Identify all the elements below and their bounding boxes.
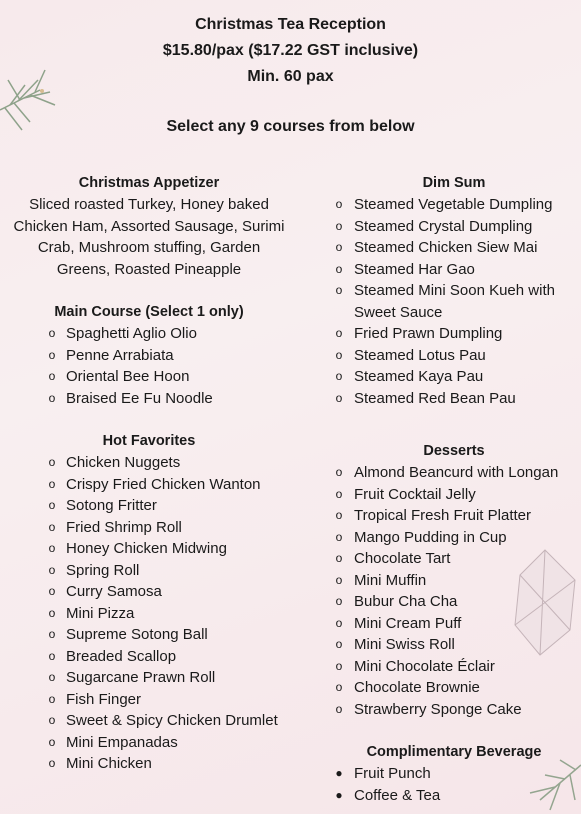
list-item: o Mini Empanadas bbox=[4, 732, 294, 754]
list-item: o Strawberry Sponge Cake bbox=[327, 699, 581, 721]
list-item: ● Fruit Punch bbox=[327, 763, 581, 785]
desserts-list bbox=[327, 462, 581, 720]
hollow-bullet-icon: o bbox=[335, 465, 343, 479]
hollow-bullet-icon: o bbox=[335, 326, 343, 340]
solid-bullet-icon: ● bbox=[335, 766, 343, 780]
list-item: o Mango Pudding in Cup bbox=[327, 527, 581, 549]
appetizer-line: Greens, Roasted Pineapple bbox=[56, 260, 242, 278]
appetizer-description bbox=[4, 194, 294, 280]
hollow-bullet-icon: o bbox=[48, 369, 56, 383]
hollow-bullet-icon: o bbox=[48, 627, 56, 641]
hollow-bullet-icon: o bbox=[335, 572, 343, 587]
hollow-bullet-icon: o bbox=[48, 519, 56, 534]
hollow-bullet-icon: o bbox=[48, 347, 56, 362]
dim-sum-list bbox=[327, 194, 581, 409]
list-item: o Sweet & Spicy Chicken Drumlet bbox=[4, 710, 294, 732]
list-item: o Steamed Red Bean Pau bbox=[327, 388, 581, 410]
list-item: o Steamed Har Gao bbox=[327, 259, 581, 281]
list-item: o Mini Swiss Roll bbox=[327, 634, 581, 656]
hollow-bullet-icon: o bbox=[335, 347, 343, 362]
hollow-bullet-icon: o bbox=[48, 562, 56, 577]
beverage-title: Complimentary Beverage bbox=[366, 744, 542, 760]
hollow-bullet-icon: o bbox=[335, 283, 343, 297]
list-item: o Oriental Bee Hoon bbox=[4, 366, 294, 388]
hollow-bullet-icon: o bbox=[335, 197, 343, 211]
hollow-bullet-icon: o bbox=[335, 261, 343, 276]
list-item: o Breaded Scallop bbox=[4, 646, 294, 668]
hot-favorites-title: Hot Favorites bbox=[102, 433, 196, 449]
list-item: o Mini Chicken bbox=[4, 753, 294, 775]
appetizer-line: Sliced roasted Turkey, Honey baked bbox=[29, 196, 269, 213]
list-item: o Bubur Cha Cha bbox=[327, 591, 581, 613]
appetizer-line: Chicken Ham, Assorted Sausage, Surimi bbox=[13, 217, 285, 235]
list-item: o Steamed Mini Soon Kueh with Sweet Sauce bbox=[327, 280, 581, 323]
hollow-bullet-icon: o bbox=[48, 605, 56, 620]
list-item: o Steamed Kaya Pau bbox=[327, 366, 581, 388]
menu-title: Christmas Tea Reception bbox=[195, 16, 386, 33]
list-item: o Fried Shrimp Roll bbox=[4, 517, 294, 539]
hollow-bullet-icon: o bbox=[48, 455, 56, 469]
hollow-bullet-icon: o bbox=[335, 369, 343, 383]
hollow-bullet-icon: o bbox=[48, 541, 56, 555]
hollow-bullet-icon: o bbox=[335, 240, 343, 254]
hollow-bullet-icon: o bbox=[335, 218, 343, 233]
hollow-bullet-icon: o bbox=[48, 584, 56, 598]
hollow-bullet-icon: o bbox=[335, 551, 343, 565]
hollow-bullet-icon: o bbox=[48, 648, 56, 663]
right-column bbox=[327, 172, 581, 806]
list-item: o Steamed Vegetable Dumpling bbox=[327, 194, 581, 216]
hollow-bullet-icon: o bbox=[335, 390, 343, 405]
hollow-bullet-icon: o bbox=[335, 594, 343, 608]
hollow-bullet-icon: o bbox=[48, 476, 56, 491]
appetizer-title: Christmas Appetizer bbox=[78, 175, 220, 191]
solid-bullet-icon: ● bbox=[335, 787, 343, 802]
hollow-bullet-icon: o bbox=[335, 637, 343, 651]
list-item: o Mini Muffin bbox=[327, 570, 581, 592]
main-course-title: Main Course (Select 1 only) bbox=[54, 304, 244, 320]
hollow-bullet-icon: o bbox=[48, 498, 56, 512]
hollow-bullet-icon: o bbox=[48, 756, 56, 770]
hollow-bullet-icon: o bbox=[335, 701, 343, 716]
list-item: o Curry Samosa bbox=[4, 581, 294, 603]
desserts-title: Desserts bbox=[423, 443, 485, 459]
hollow-bullet-icon: o bbox=[48, 734, 56, 749]
menu-header bbox=[0, 12, 581, 90]
main-course-list bbox=[4, 323, 294, 409]
list-item: o Tropical Fresh Fruit Platter bbox=[327, 505, 581, 527]
beverage-list bbox=[327, 763, 581, 806]
hollow-bullet-icon: o bbox=[335, 508, 343, 522]
list-item: o Chicken Nuggets bbox=[4, 452, 294, 474]
hollow-bullet-icon: o bbox=[335, 529, 343, 544]
list-item: o Supreme Sotong Ball bbox=[4, 624, 294, 646]
list-item: o Penne Arrabiata bbox=[4, 345, 294, 367]
selection-instruction: Select any 9 courses from below bbox=[166, 118, 415, 135]
hollow-bullet-icon: o bbox=[48, 326, 56, 340]
list-item: ● Coffee & Tea bbox=[327, 785, 581, 807]
list-item: o Mini Cream Puff bbox=[327, 613, 581, 635]
list-item: o Chocolate Brownie bbox=[327, 677, 581, 699]
appetizer-line: Crab, Mushroom stuffing, Garden bbox=[37, 239, 261, 256]
list-item: o Mini Chocolate Éclair bbox=[327, 656, 581, 678]
list-item: o Chocolate Tart bbox=[327, 548, 581, 570]
hollow-bullet-icon: o bbox=[335, 658, 343, 673]
hot-favorites-list bbox=[4, 452, 294, 775]
list-item: o Fish Finger bbox=[4, 689, 294, 711]
menu-price: $15.80/pax ($17.22 GST inclusive) bbox=[162, 42, 419, 59]
hollow-bullet-icon: o bbox=[335, 680, 343, 694]
left-column bbox=[4, 172, 294, 775]
menu-minimum: Min. 60 pax bbox=[247, 68, 334, 85]
list-item-continuation: Sweet Sauce bbox=[354, 303, 443, 321]
hollow-bullet-icon: o bbox=[335, 615, 343, 630]
list-item: o Fruit Cocktail Jelly bbox=[327, 484, 581, 506]
list-item: o Sugarcane Prawn Roll bbox=[4, 667, 294, 689]
list-item: o Spring Roll bbox=[4, 560, 294, 582]
list-item: o Fried Prawn Dumpling bbox=[327, 323, 581, 345]
list-item: o Almond Beancurd with Longan bbox=[327, 462, 581, 484]
list-item: o Braised Ee Fu Noodle bbox=[4, 388, 294, 410]
list-item: o Honey Chicken Midwing bbox=[4, 538, 294, 560]
list-item: o Spaghetti Aglio Olio bbox=[4, 323, 294, 345]
dim-sum-title: Dim Sum bbox=[422, 175, 486, 191]
list-item: o Crispy Fried Chicken Wanton bbox=[4, 474, 294, 496]
hollow-bullet-icon: o bbox=[48, 670, 56, 684]
hollow-bullet-icon: o bbox=[48, 713, 56, 727]
list-item: o Steamed Chicken Siew Mai bbox=[327, 237, 581, 259]
list-item: o Mini Pizza bbox=[4, 603, 294, 625]
hollow-bullet-icon: o bbox=[48, 691, 56, 706]
hollow-bullet-icon: o bbox=[48, 390, 56, 405]
list-item: o Steamed Crystal Dumpling bbox=[327, 216, 581, 238]
list-item: o Steamed Lotus Pau bbox=[327, 345, 581, 367]
list-item: o Sotong Fritter bbox=[4, 495, 294, 517]
hollow-bullet-icon: o bbox=[335, 486, 343, 501]
